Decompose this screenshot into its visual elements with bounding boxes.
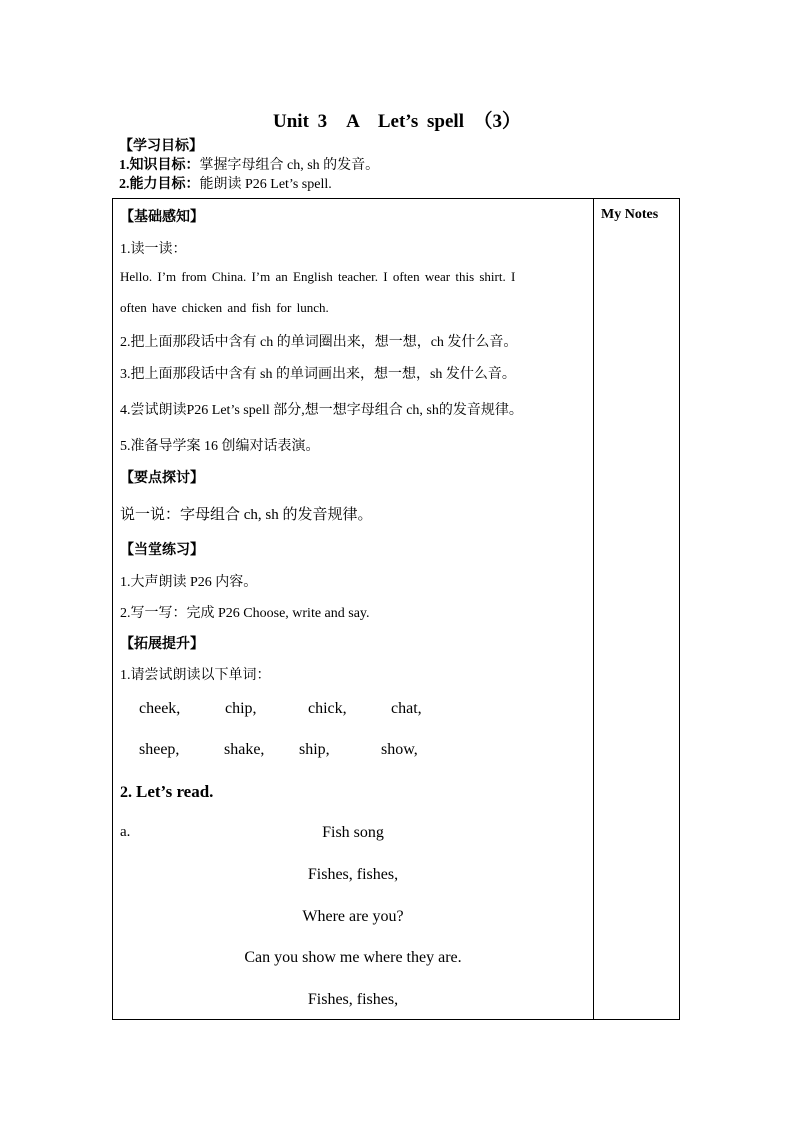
sub-item-a: a. <box>120 824 131 840</box>
key-points-text: 说一说：字母组合 ch, sh 的发音规律。 <box>120 507 373 523</box>
song-line-3: Can you show me where they are. <box>244 949 462 966</box>
my-notes-label: My Notes <box>601 207 659 222</box>
word-cheek: cheek, <box>139 700 181 717</box>
worksheet-table <box>112 198 680 1020</box>
ability-goal <box>119 175 379 194</box>
word-show: show, <box>381 741 418 758</box>
knowledge-goal-text: 掌握字母组合 ch, sh 的发音。 <box>199 158 380 173</box>
knowledge-goal-label: 1.知识目标： <box>119 158 200 173</box>
knowledge-goal <box>119 156 379 175</box>
extension-item-2 <box>120 782 213 802</box>
basic-item-2: 2.把上面那段话中含有 ch 的单词圈出来，想一想，ch 发什么音。 <box>120 335 518 350</box>
goals-heading: 【学习目标】 <box>119 139 203 154</box>
passage-line-2: often have chicken and fish for lunch. <box>120 300 329 315</box>
basic-item-3: 3.把上面那段话中含有 sh 的单词画出来，想一想，sh 发什么音。 <box>120 367 516 382</box>
word-chat: chat, <box>391 700 422 717</box>
practice-item-1: 1.大声朗读 P26 内容。 <box>120 575 258 590</box>
basic-item-4: 4.尝试朗读P26 Let’s spell 部分,想一想字母组合 ch, sh的发音规律。 <box>120 403 523 418</box>
word-chick: chick, <box>308 700 347 717</box>
key-points-heading: 【要点探讨】 <box>120 471 204 486</box>
song-line-1: Fishes, fishes, <box>307 866 399 883</box>
basic-heading: 【基础感知】 <box>120 210 204 225</box>
ability-goal-label: 2.能力目标： <box>119 177 200 192</box>
column-divider <box>593 199 594 1019</box>
extension-item-2-text: Let’s read. <box>136 782 214 801</box>
extension-item-1: 1.请尝试朗读以下单词： <box>120 668 271 683</box>
ability-goal-text: 能朗读 P26 Let’s spell. <box>199 177 332 192</box>
word-chip: chip, <box>225 700 257 717</box>
practice-item-2: 2.写一写：完成 P26 Choose, write and say. <box>120 606 370 621</box>
practice-heading: 【当堂练习】 <box>120 543 204 558</box>
extension-item-2-number: 2. <box>120 784 132 801</box>
extension-heading: 【拓展提升】 <box>120 637 204 652</box>
basic-item-5: 5.准备导学案 16 创编对话表演。 <box>120 439 320 454</box>
song-line-4: Fishes, fishes, <box>307 991 399 1008</box>
learning-goals <box>119 137 379 194</box>
page-title: Unit 3 A Let’s spell （3） <box>273 111 521 132</box>
song-title: Fish song <box>322 824 384 841</box>
word-ship: ship, <box>299 741 330 758</box>
basic-item-1: 1.读一读： <box>120 242 187 257</box>
passage-line-1: Hello. I’m from China. I’m an English teacher. I often wear this shirt. I <box>120 269 516 284</box>
song-line-2: Where are you? <box>302 908 404 925</box>
word-sheep: sheep, <box>139 741 180 758</box>
word-shake: shake, <box>224 741 265 758</box>
